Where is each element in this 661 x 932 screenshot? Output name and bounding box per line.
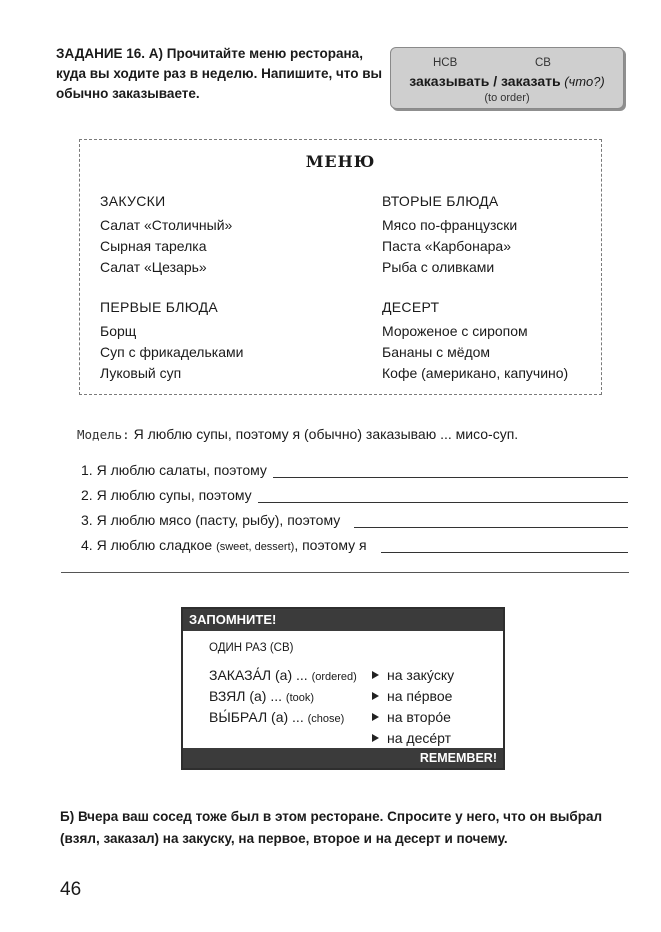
verb-question: (что?) (560, 74, 605, 89)
remember-subtitle: ОДИН РАЗ (СВ) (209, 642, 294, 654)
remember-verb-row (209, 688, 499, 704)
remember-course (372, 667, 454, 683)
page-number: 46 (60, 879, 82, 900)
part-b-instructions: Б) Вчера ваш сосед тоже был в этом ресторане. Спросите у него, что он выбрал (взял, заказал) на закуску, на первое, второе и на десерт и почему. (60, 809, 603, 846)
remember-course-text: на второ́е (387, 709, 451, 725)
menu-item: Кофе (американо, капучино) (382, 365, 569, 381)
menu-section-heading: ВТОРЫЕ БЛЮДА (382, 193, 499, 209)
exercise-item-2 (81, 487, 628, 503)
menu-section-heading: ДЕСЕРТ (382, 299, 440, 315)
menu-item: Рыба с оливками (382, 259, 495, 275)
aspect-verbs (391, 73, 623, 89)
menu-section-appetizers (100, 193, 232, 278)
menu-item: Луковый суп (100, 365, 182, 381)
exercise-item-3 (81, 512, 628, 528)
triangle-bullet-icon (372, 734, 379, 742)
answer-line[interactable] (381, 538, 628, 553)
section-divider (61, 572, 629, 573)
remember-box (181, 607, 505, 770)
remember-course-text: на пе́рвое (387, 688, 453, 704)
triangle-bullet-icon (372, 692, 379, 700)
menu-item: Мороженое с сиропом (382, 323, 528, 339)
exercise-text-end: , поэтому я (294, 537, 367, 553)
model-label: Модель: (77, 427, 130, 442)
triangle-bullet-icon (372, 713, 379, 721)
remember-course-text: на заку́ску (387, 667, 455, 683)
menu-item: Бананы с мёдом (382, 344, 491, 360)
exercise-text-start: 4. Я люблю сладкое (81, 537, 217, 553)
menu-item: Суп с фрикадельками (100, 344, 244, 360)
menu-section-heading: ПЕРВЫЕ БЛЮДА (100, 299, 219, 315)
menu-item: Паста «Карбонара» (382, 238, 511, 254)
model-text: Я люблю супы, поэтому я (обычно) заказываю ... мисо-суп. (129, 426, 519, 442)
model-sentence (77, 426, 518, 442)
menu-title: МЕНЮ (305, 152, 376, 171)
exercise-text (81, 537, 367, 553)
aspect-box (390, 47, 624, 109)
menu-section-heading: ЗАКУСКИ (100, 193, 166, 209)
menu-section-soups (100, 299, 243, 384)
remember-header: ЗАПОМНИТЕ! (183, 609, 503, 631)
remember-footer: REMEMBER! (183, 748, 503, 768)
aspect-label-nsv: НСВ (433, 57, 458, 69)
remember-verb-gloss: (took) (285, 692, 315, 704)
menu-item: Салат «Цезарь» (100, 259, 207, 275)
menu-item: Салат «Столичный» (100, 217, 233, 233)
remember-course-text: на десе́рт (387, 730, 452, 746)
exercise-text: 2. Я люблю супы, поэтому (81, 487, 252, 503)
menu-section-dessert (382, 299, 568, 384)
exercise-gloss: (sweet, dessert) (216, 541, 295, 553)
remember-course (372, 709, 451, 725)
menu-item: Мясо по-французски (382, 217, 518, 233)
aspect-label-sv: СВ (535, 57, 551, 69)
verb-translation: (to order) (484, 92, 530, 104)
triangle-bullet-icon (372, 671, 379, 679)
remember-verb-gloss: (ordered) (311, 671, 357, 683)
answer-line[interactable] (354, 513, 628, 528)
remember-verb-gloss: (chose) (307, 713, 345, 725)
remember-verb: ЗАКАЗА́Л (а) ... (209, 667, 312, 683)
menu-item: Борщ (100, 323, 137, 339)
remember-verb: ВЫ́БРАЛ (а) ... (209, 709, 308, 725)
answer-line[interactable] (273, 463, 628, 478)
remember-course (372, 688, 452, 704)
answer-line[interactable] (258, 488, 628, 503)
menu-section-main-courses (382, 193, 517, 278)
exercise-item-4 (81, 537, 628, 553)
verb-imperfective: заказывать (409, 73, 490, 89)
exercise-text: 1. Я люблю салаты, поэтому (81, 462, 267, 478)
verb-perfective: заказать (501, 73, 561, 89)
remember-verb-row (209, 709, 499, 725)
verb-slash: / (489, 73, 502, 89)
task-instructions: ЗАДАНИЕ 16. А) Прочитайте меню ресторана, куда вы ходите раз в неделю. Напишите, что вы обычно заказываете. (56, 46, 383, 101)
restaurant-menu (79, 139, 602, 395)
exercise-item-1 (81, 462, 628, 478)
remember-course (372, 730, 451, 746)
remember-verb: ВЗЯЛ (а) ... (209, 688, 286, 704)
remember-verb-row (209, 667, 499, 683)
exercise-text: 3. Я люблю мясо (пасту, рыбу), поэтому (81, 512, 341, 528)
menu-item: Сырная тарелка (100, 238, 207, 254)
